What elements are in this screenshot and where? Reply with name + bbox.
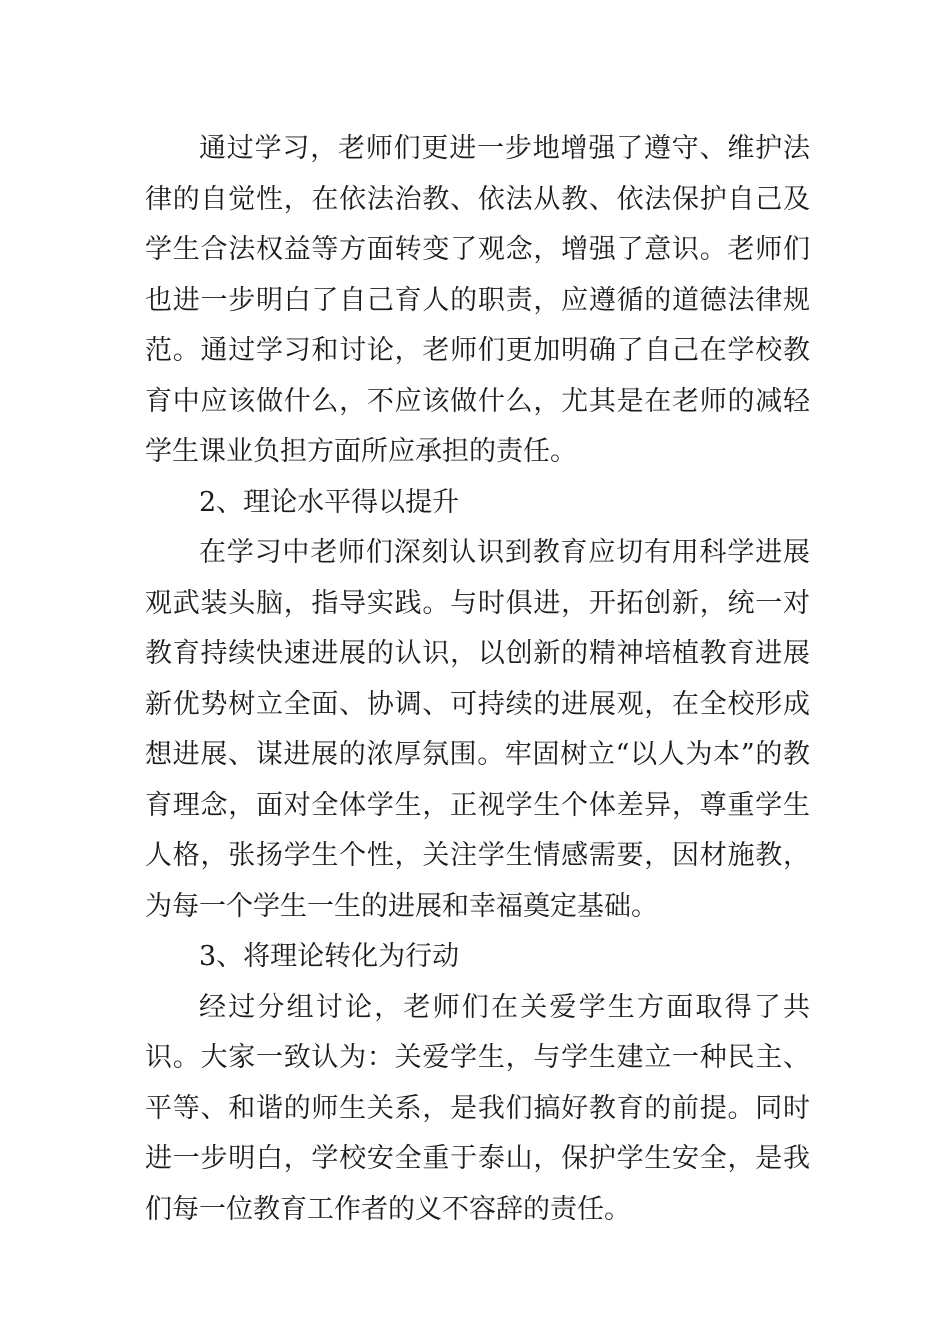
paragraph-theory-level: 在学习中老师们深刻认识到教育应切有用科学进展观武装头脑，指导实践。与时俱进，开拓创新，统一对教育持续快速进展的认识，以创新的精神培植教育进展新优势树立全面、协调、可持续的进展观，在全校形成想进展、谋进展的浓厚氛围。牢固树立“以人为本”的教育理念，面对全体学生，正视学生个体差异，尊重学生人格，张扬学生个性，关注学生情感需要，因材施教，为每一个学生一生的进展和幸福奠定基础。 <box>145 537 810 922</box>
document-body <box>145 124 810 1235</box>
section-heading-theory-to-action: 3、将理论转化为行动 <box>199 941 460 972</box>
paragraph-law-awareness: 通过学习，老师们更进一步地增强了遵守、维护法律的自觉性，在依法治教、依法从教、依法保护自己及学生合法权益等方面转变了观念，增强了意识。老师们也进一步明白了自己育人的职责，应遵循的道德法律规范。通过学习和讨论，老师们更加明确了自己在学校教育中应该做什么，不应该做什么，尤其是在老师的减轻学生课业负担方面所应承担的责任。 <box>145 133 810 467</box>
paragraph-theory-to-action: 经过分组讨论，老师们在关爱学生方面取得了共识。大家一致认为：关爱学生，与学生建立一种民主、平等、和谐的师生关系，是我们搞好教育的前提。同时进一步明白，学校安全重于泰山，保护学生安全，是我们每一位教育工作者的义不容辞的责任。 <box>145 991 810 1225</box>
section-heading-theory-level: 2、理论水平得以提升 <box>199 486 460 518</box>
